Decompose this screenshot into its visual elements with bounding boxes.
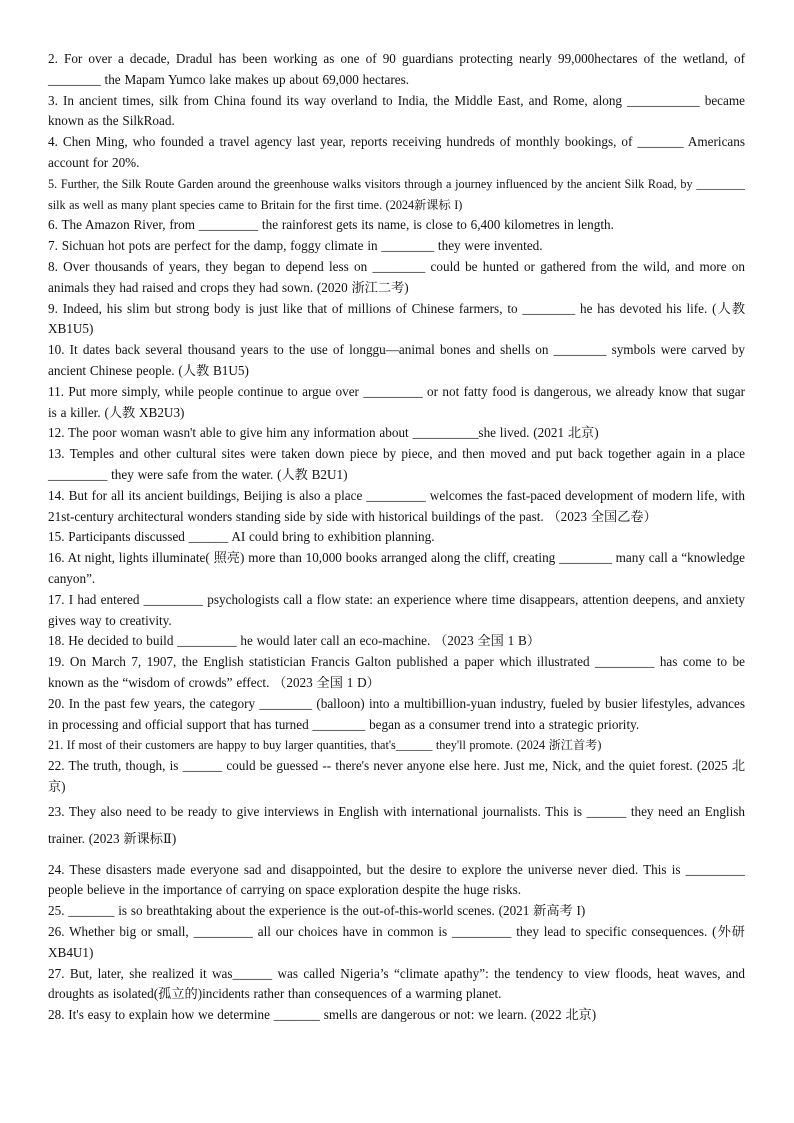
question-13 bbox=[48, 444, 745, 486]
question-number: 14. bbox=[48, 487, 65, 503]
question-text: It dates back several thousand years to the use of longgu—animal bones and shells on ________ symbols were carved by ancient Chinese people. (人教 B1U5) bbox=[48, 342, 745, 378]
question-text: I had entered _________ psychologists call a flow state: an experience where time disappears, attention deepens, and anxiety gives way to creativity. bbox=[48, 591, 745, 628]
question-21 bbox=[48, 735, 745, 756]
question-text: _______ is so breathtaking about the experience is the out-of-this-world scenes. (2021 新高考 I) bbox=[68, 903, 586, 919]
question-number: 19. bbox=[48, 654, 65, 670]
question-text: Over thousands of years, they began to depend less on ________ could be hunted or gathered from the wild, and more on animals they had raised and crops they had sown. (2020 浙江二考) bbox=[48, 258, 745, 295]
question-6 bbox=[48, 215, 745, 236]
question-2 bbox=[48, 49, 745, 91]
question-17 bbox=[48, 590, 745, 632]
question-text: It's easy to explain how we determine _______ smells are dangerous or not: we learn. (2022 北京) bbox=[68, 1007, 597, 1023]
question-text: They also need to be ready to give interviews in English with international journalists. This is ______ they need an English trainer. (2023 新课标Ⅱ) bbox=[48, 803, 745, 846]
question-number: 23. bbox=[48, 803, 65, 819]
question-text: Indeed, his slim but strong body is just like that of millions of Chinese farmers, to ________ he has devoted his life. (人教 XB1U5) bbox=[48, 300, 745, 337]
question-19 bbox=[48, 652, 745, 694]
question-number: 26. bbox=[48, 924, 65, 940]
question-number: 4. bbox=[48, 134, 58, 150]
question-5 bbox=[48, 174, 745, 216]
question-number: 18. bbox=[48, 633, 65, 649]
question-number: 15. bbox=[48, 529, 65, 545]
question-text: Sichuan hot pots are perfect for the damp, foggy climate in ________ they were invented. bbox=[61, 238, 543, 254]
question-number: 10. bbox=[48, 342, 65, 358]
question-18 bbox=[48, 631, 745, 652]
question-number: 25. bbox=[48, 903, 65, 919]
question-25 bbox=[48, 901, 745, 922]
question-text: But for all its ancient buildings, Beijing is also a place _________ welcomes the fast-paced development of modern life, with 21st-century architectural wonders standing side by side with historical buildings of the past. （2023 全国乙卷） bbox=[48, 487, 746, 524]
question-text: If most of their customers are happy to buy larger quantities, that's______ they'll promote. (2024 浙江首考) bbox=[66, 738, 602, 753]
question-number: 6. bbox=[48, 217, 58, 233]
question-16 bbox=[48, 548, 745, 590]
question-text: In ancient times, silk from China found its way overland to India, the Middle East, and Rome, along ___________ became known as the SilkRoad. bbox=[48, 92, 745, 129]
question-number: 11. bbox=[48, 383, 64, 399]
question-number: 2. bbox=[48, 51, 58, 66]
question-number: 17. bbox=[48, 591, 65, 607]
question-text: Temples and other cultural sites were taken down piece by piece, and then moved and put back together again in a place _________ they were safe from the water. (人教 B2U1) bbox=[48, 446, 745, 482]
question-number: 21. bbox=[48, 738, 64, 753]
question-number: 24. bbox=[48, 861, 65, 877]
question-text: These disasters made everyone sad and disappointed, but the desire to explore the universe never died. This is _________ people believe in the importance of carrying on space exploration despite the huge risks. bbox=[48, 861, 745, 898]
question-number: 8. bbox=[48, 258, 58, 274]
question-number: 13. bbox=[48, 446, 65, 462]
question-text: For over a decade, Dradul has been working as one of 90 guardians protecting nearly 99,000hectares of the wetland, of ________ the Mapam Yumco lake makes up about 69,000 hectares. bbox=[48, 51, 746, 87]
question-11 bbox=[48, 382, 745, 424]
question-14 bbox=[48, 486, 745, 528]
question-text: Whether big or small, _________ all our choices have in common is _________ they lead to specific consequences. (外研 XB4U1) bbox=[48, 924, 745, 960]
question-20 bbox=[48, 694, 745, 736]
question-text: He decided to build _________ he would later call an eco-machine. （2023 全国 1 B） bbox=[68, 633, 541, 649]
question-number: 12. bbox=[48, 425, 65, 441]
question-24 bbox=[48, 860, 745, 902]
question-text: The Amazon River, from _________ the rainforest gets its name, is close to 6,400 kilometres in length. bbox=[61, 217, 614, 233]
question-28 bbox=[48, 1005, 745, 1026]
question-27 bbox=[48, 964, 745, 1006]
question-10 bbox=[48, 340, 745, 382]
question-text: Put more simply, while people continue to argue over _________ or not fatty food is dangerous, we already know that sugar is a killer. (人教 XB2U3) bbox=[48, 383, 746, 420]
question-9 bbox=[48, 299, 745, 341]
question-number: 27. bbox=[48, 965, 65, 981]
question-12 bbox=[48, 423, 745, 444]
question-number: 7. bbox=[48, 238, 58, 254]
question-text: At night, lights illuminate( 照亮) more than 10,000 books arranged along the cliff, creating ________ many call a “knowledge canyon”. bbox=[48, 550, 745, 586]
question-text: But, later, she realized it was______ was called Nigeria’s “climate apathy”: the tendency to view floods, heat waves, and droughts as isolated(孤立的)incidents rather than consequences of a warming planet. bbox=[48, 965, 745, 1002]
exercise-sheet bbox=[48, 49, 745, 1026]
question-text: The truth, though, is ______ could be guessed -- there's never anyone else here. Just me, Nick, and the quiet forest. (2025 北京) bbox=[48, 758, 746, 794]
question-number: 22. bbox=[48, 758, 65, 774]
question-26 bbox=[48, 922, 745, 964]
question-number: 28. bbox=[48, 1007, 65, 1023]
question-15 bbox=[48, 527, 745, 548]
question-3 bbox=[48, 91, 745, 133]
question-number: 20. bbox=[48, 695, 65, 711]
question-number: 16. bbox=[48, 550, 65, 566]
question-4 bbox=[48, 132, 745, 174]
question-number: 9. bbox=[48, 300, 58, 316]
question-7 bbox=[48, 236, 745, 257]
question-number: 5. bbox=[48, 176, 58, 191]
question-text: Chen Ming, who founded a travel agency last year, reports receiving hundreds of monthly bookings, of _______ Americans account for 20%. bbox=[48, 134, 746, 170]
question-text: The poor woman wasn't able to give him any information about __________she lived. (2021 北京) bbox=[68, 425, 599, 441]
question-text: Participants discussed ______ AI could bring to exhibition planning. bbox=[68, 529, 435, 545]
question-23 bbox=[48, 798, 745, 852]
question-number: 3. bbox=[48, 92, 58, 108]
question-8 bbox=[48, 257, 745, 299]
question-22 bbox=[48, 756, 745, 798]
question-text: Further, the Silk Route Garden around the greenhouse walks visitors through a journey influenced by the ancient Silk Road, by ________ silk as well as many plant species came to Britain for the first time. (2024新课标 I) bbox=[48, 176, 745, 212]
question-text: On March 7, 1907, the English statistician Francis Galton published a paper which illustrated _________ has come to be known as the “wisdom of crowds” effect. （2023 全国 1 D） bbox=[48, 654, 745, 690]
question-text: In the past few years, the category ________ (balloon) into a multibillion-yuan industry, fueled by busier lifestyles, advances in processing and official support that has turned ________ began as a consumer trend into a strategic priority. bbox=[48, 695, 746, 732]
